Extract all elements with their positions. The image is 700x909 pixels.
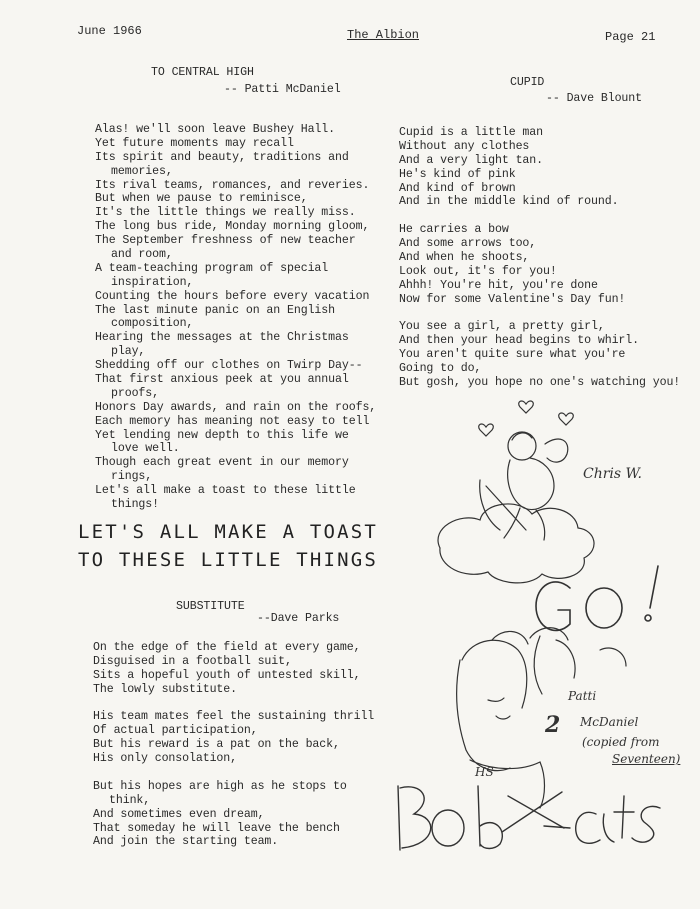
poem1-line: Yet lending new depth to this life we xyxy=(95,428,349,442)
poem1-title: TO CENTRAL HIGH xyxy=(151,66,254,79)
poem2-title: SUBSTITUTE xyxy=(176,600,245,613)
banner-line-1: LET'S ALL MAKE A TOAST xyxy=(78,521,379,543)
poem1-line: things! xyxy=(111,498,160,512)
poem1-line: Yet future moments may recall xyxy=(95,136,294,150)
poem2-line: That someday he will leave the bench xyxy=(93,821,340,835)
poem3-line: And in the middle kind of round. xyxy=(399,195,619,209)
poem1-line: Hearing the messages at the Christmas xyxy=(95,331,349,345)
poem1-line: memories, xyxy=(111,164,173,178)
poem3-author: -- Dave Blount xyxy=(546,92,643,105)
poem1-line: But when we pause to reminisce, xyxy=(95,192,308,206)
poem1-line: The long bus ride, Monday morning gloom, xyxy=(95,220,370,234)
heart-icon xyxy=(479,424,494,436)
poem1-line: Its spirit and beauty, traditions and xyxy=(95,150,349,164)
page-number: Page 21 xyxy=(605,30,656,44)
credit-line-2: McDaniel xyxy=(580,715,639,729)
poem1-line: inspiration, xyxy=(111,275,194,289)
newspaper-title: The Albion xyxy=(347,28,420,42)
poem3-line: And kind of brown xyxy=(399,181,516,195)
poem2-line: His only consolation, xyxy=(93,752,238,766)
poem3-line: You aren't quite sure what you're xyxy=(399,348,626,362)
banner-line-2: TO THESE LITTLE THINGS xyxy=(78,549,379,571)
poem1-line: Counting the hours before every vacation xyxy=(95,289,370,303)
poem1-line: play, xyxy=(111,345,146,359)
poem1-line: and room, xyxy=(111,248,173,262)
issue-date: June 1966 xyxy=(77,24,142,38)
poem3-line: Without any clothes xyxy=(399,139,530,153)
poem2-line: On the edge of the field at every game, xyxy=(93,641,361,654)
poem1-line: It's the little things we really miss. xyxy=(95,206,356,220)
poem2-line: Sits a hopeful youth of untested skill, xyxy=(93,668,361,682)
poem1-author: -- Patti McDaniel xyxy=(224,83,341,96)
poem3-line: Going to do, xyxy=(399,362,482,376)
poem1-line: The last minute panic on an English xyxy=(95,303,336,317)
poem2-line: Of actual participation, xyxy=(93,724,258,738)
heart-icon xyxy=(559,413,574,425)
credit-line-1: Patti xyxy=(568,689,597,703)
heart-icon xyxy=(519,401,534,413)
cupid-drawing xyxy=(438,432,594,583)
jersey-letters: HS xyxy=(475,765,494,779)
poem1-line: love well. xyxy=(111,442,180,456)
poem3-line: He's kind of pink xyxy=(399,167,516,181)
credit-line-3: (copied from xyxy=(582,735,660,749)
poem3-line: Ahhh! You're hit, you're done xyxy=(399,278,598,292)
poem2-line: The lowly substitute. xyxy=(93,682,238,696)
poem1-line: Honors Day awards, and rain on the roofs, xyxy=(95,400,377,414)
poem1-line: rings, xyxy=(111,470,153,484)
poem3-line: Look out, it's for you! xyxy=(399,264,557,278)
poem1-line: A team-teaching program of special xyxy=(95,261,329,275)
poem3-line: Now for some Valentine's Day fun! xyxy=(399,292,626,306)
poem2-line: But his hopes are high as he stops to xyxy=(93,779,347,793)
poem3-line: You see a girl, a pretty girl, xyxy=(399,320,605,334)
poem1-line: Let's all make a toast to these little xyxy=(95,484,356,498)
poem2-author: --Dave Parks xyxy=(257,612,340,625)
poem3-line: And then your head begins to whirl. xyxy=(399,334,640,348)
credit-line-4: Seventeen) xyxy=(612,752,681,766)
poem2-line: And sometimes even dream, xyxy=(93,807,265,821)
poem1-line: Alas! we'll soon leave Bushey Hall. xyxy=(95,123,336,136)
bobcats-drawing xyxy=(398,786,660,850)
poem3-line: And some arrows too, xyxy=(399,237,537,251)
poem2-line: His team mates feel the sustaining thrill xyxy=(93,710,375,724)
poem1-line: Though each great event in our memory xyxy=(95,456,349,470)
poem3-title: CUPID xyxy=(510,76,545,89)
poem3-line: Cupid is a little man xyxy=(399,126,544,139)
poem1-line: The September freshness of new teacher xyxy=(95,234,356,248)
poem1-line: Its rival teams, romances, and reveries. xyxy=(95,178,370,192)
poem1-line: Each memory has meaning not easy to tell xyxy=(95,414,370,428)
poem1-line: Shedding off our clothes on Twirp Day-- xyxy=(95,359,363,373)
go-drawing xyxy=(536,566,658,630)
poem1-line: That first anxious peek at you annual xyxy=(95,373,349,387)
jersey-number: 2 xyxy=(545,712,561,738)
poem3-line: And when he shoots, xyxy=(399,251,530,265)
poem1-line: composition, xyxy=(111,317,194,331)
cupid-signature: Chris W. xyxy=(583,466,642,482)
poem3-line: He carries a bow xyxy=(399,223,509,237)
poem3-line: But gosh, you hope no one's watching you! xyxy=(399,376,681,390)
poem2-line: And join the starting team. xyxy=(93,835,279,849)
poem2-line: But his reward is a pat on the back, xyxy=(93,738,340,752)
poem1-line: proofs, xyxy=(111,386,160,400)
poem2-line: Disguised in a football suit, xyxy=(93,654,292,668)
poem3-line: And a very light tan. xyxy=(399,153,544,167)
poem2-line: think, xyxy=(109,793,151,807)
